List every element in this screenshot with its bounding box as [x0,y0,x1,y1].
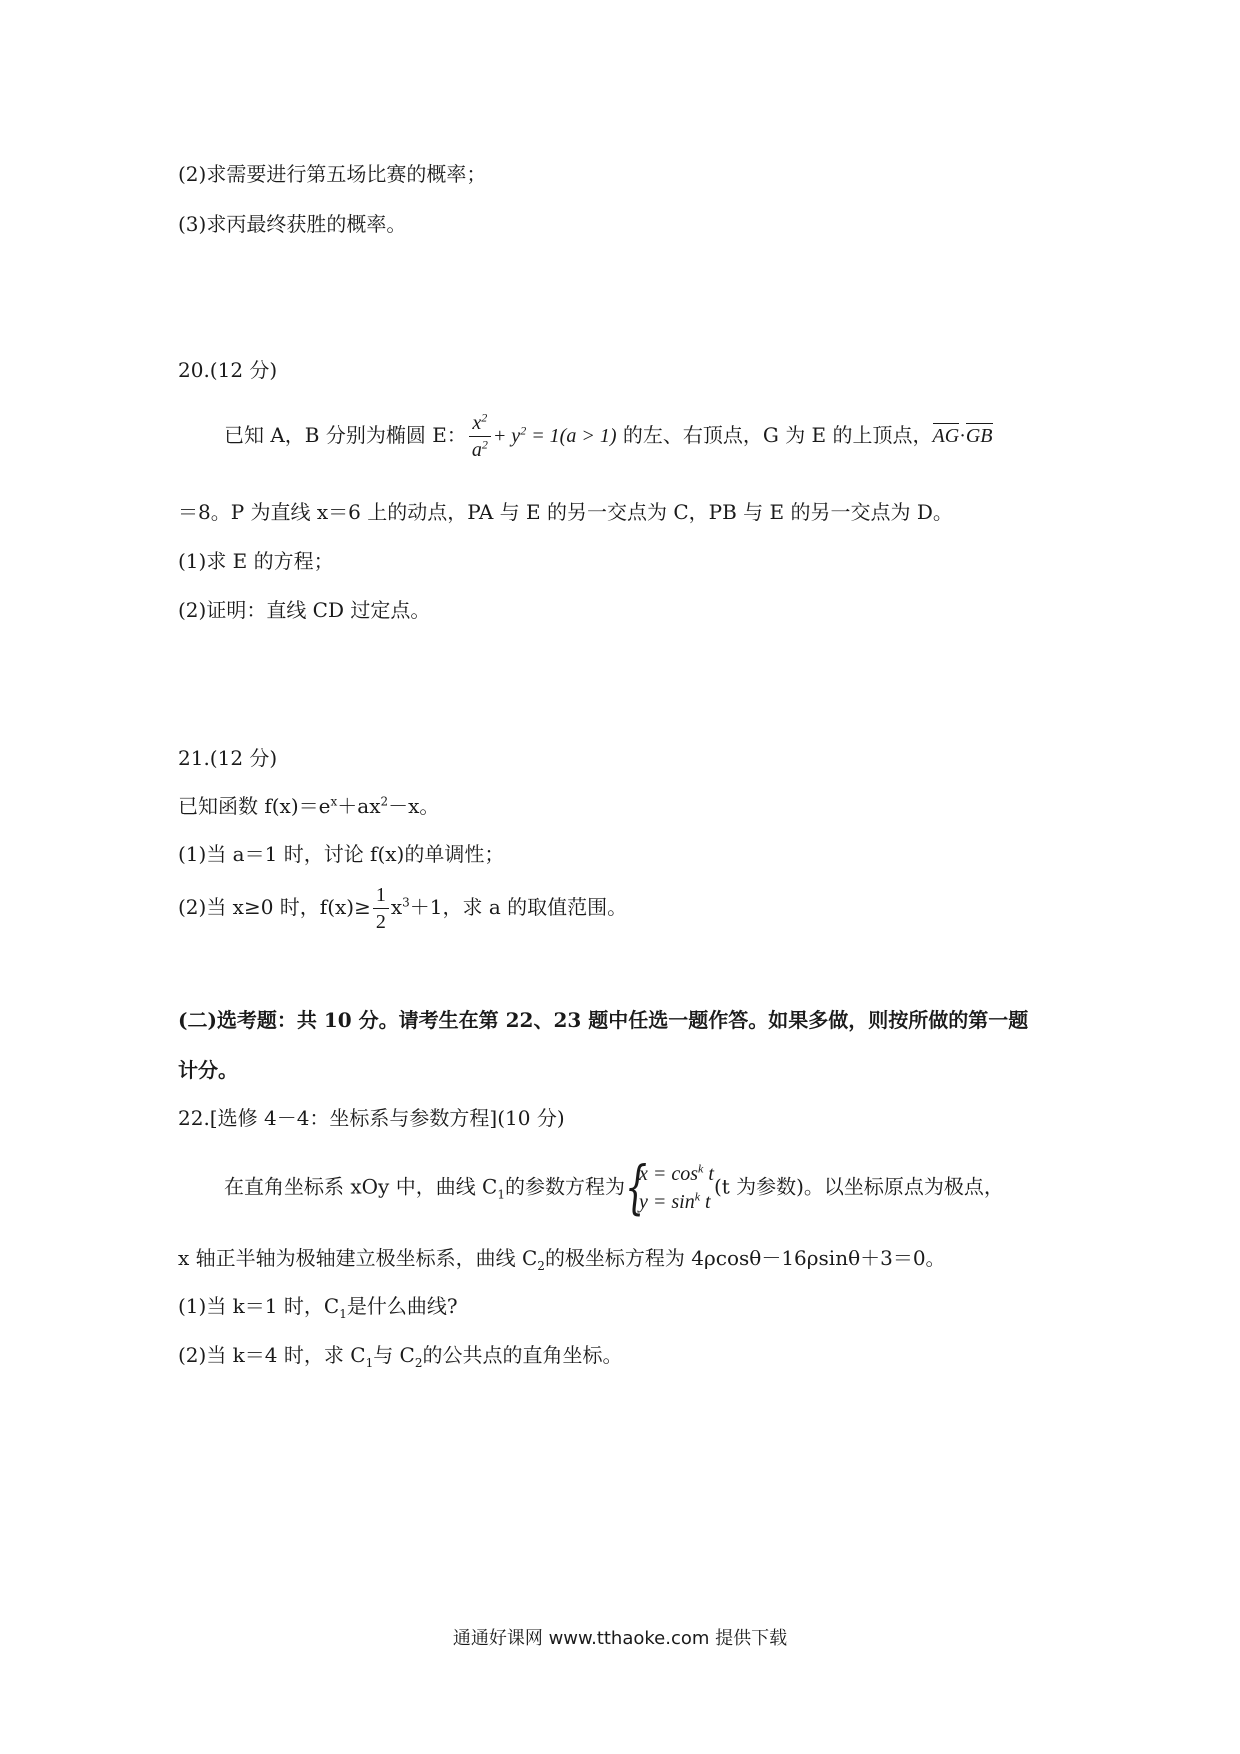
left-brace-icon: { [625,1153,648,1221]
q22-header: 22.[选修 4－4：坐标系与参数方程](10 分) [178,1106,565,1130]
q20-intro-b: 的左、右顶点，G 为 E 的上顶点， [616,423,933,447]
q19-part2: (2)求需要进行第五场比赛的概率； [178,162,487,186]
q20-intro-line [224,410,993,463]
q22-line2: x 轴正半轴为极轴建立极坐标系，曲线 $C_2$的极坐标方程为 4ρcosθ－16ρsinθ＋3＝0。 [178,1246,946,1273]
system-row-x: $x = \cos^k t$ [639,1161,714,1185]
vector-ag: AG [932,425,960,447]
q20-part1: (1)求 E 的方程； [178,549,334,573]
q22-part1: (1)当 k＝1 时，$C_1$是什么曲线? [178,1294,458,1321]
q20-line2: ＝8。P 为直线 x＝6 上的动点，PA 与 E 的另一交点为 C，PB 与 E 的另一交点为 D。 [178,500,953,524]
vector-dot: · [959,425,966,447]
q22-intro-line: 在直角坐标系 xOy 中，曲线 $C_1$的参数方程为 { $x = \cos^k t$ $y = \sin^k t$ (t 为参数)。以坐标原点为极点， [224,1153,1004,1221]
parametric-system [625,1153,714,1221]
q21-header: 21.(12 分) [178,746,278,770]
q22-part2: (2)当 k＝4 时，求 $C_1$与 $C_2$的公共点的直角坐标。 [178,1343,623,1370]
q21-part2: (2)当 x≥0 时，f(x)≥ $\frac{1}{2}$ $x^3+1$，求 a 的取值范围。 [178,884,628,933]
system-row-y: $y = \sin^k t$ [639,1189,711,1213]
half-fraction: $\frac{1}{2}$ [373,882,389,935]
vector-gb: GB [965,425,993,447]
q21-function: 已知函数 $f(x)=e^x+ax^2-x$。 [178,794,440,818]
q20-header: 20.(12 分) [178,358,278,382]
section2-line1: (二)选考题：共 10 分。请考生在第 22、23 题中任选一题作答。如果多做，则按所做的第一题 [178,1008,1029,1032]
q19-part3: (3)求丙最终获胜的概率。 [178,212,407,236]
page-footer: 通通好课网 www.tthaoke.com 提供下载 [452,1628,788,1649]
ellipse-fraction: $\frac{x^2}{a^2}$ [469,410,491,463]
ellipse-equation-rest: + $y^2 = 1(a > 1)$ [492,423,617,447]
q21-part1: (1)当 a＝1 时，讨论 f(x)的单调性； [178,842,505,866]
section2-line2: 计分。 [178,1058,238,1082]
q20-part2: (2)证明：直线 CD 过定点。 [178,598,431,622]
q20-intro-a: 已知 A，B 分别为椭圆 E： [224,423,467,447]
